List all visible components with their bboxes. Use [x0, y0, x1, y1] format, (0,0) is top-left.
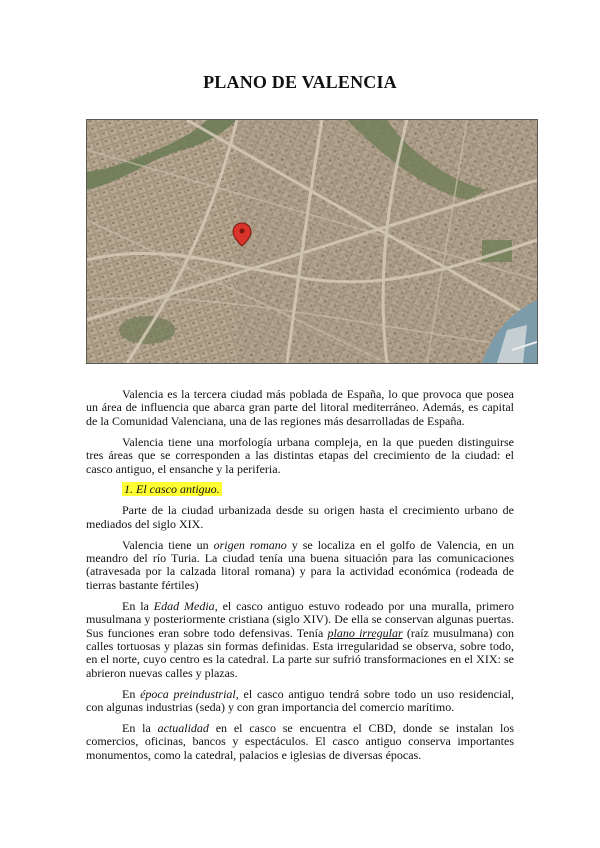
paragraph-actualidad: En la actualidad en el casco se encuentra el CBD, donde se instalan los comercios, oficinas, bancos y espectáculos. El casco antiguo conserva importantes monumentos, como la catedral, palacios e iglesias de diversas épocas. [86, 721, 514, 762]
paragraph-preindustrial: En época preindustrial, el casco antiguo tendrá sobre todo un uso residencial, con algunas industrias (seda) y con gran importancia del comercio marítimo. [86, 686, 514, 715]
body-text [86, 388, 514, 770]
page-title: PLANO DE VALENCIA [203, 72, 397, 92]
section-heading-text: 1. El casco antiguo. [124, 482, 220, 497]
paragraph-origen: Valencia tiene un origen romano y se localiza en el golfo de Valencia, en un meandro del río Turia. La ciudad tenía una buena situación para las comunicaciones (atravesada por la calzada litoral romana) y para la actividad económica (rodeada de tierras bastante fértiles) [86, 537, 514, 592]
satellite-map [86, 119, 538, 364]
section-heading [86, 483, 514, 496]
paragraph-morphology: Valencia tiene una morfología urbana compleja, en la que pueden distinguirse tres áreas que se corresponden a las distintas etapas del crecimiento de la ciudad: el casco antiguo, el ensanche y la periferia. [86, 434, 514, 476]
paragraph-casco-def: Parte de la ciudad urbanizada desde su origen hasta el crecimiento urbano de mediados del siglo XIX. [86, 503, 514, 531]
paragraph-edad-media: En la Edad Media, el casco antiguo estuvo rodeado por una muralla, primero musulmana y posteriormente cristiana (siglo XIV). De ella se conservan algunas puertas. Sus funciones eran sobre todo defensivas. Tenía plano irregular (raíz musulmana) con calles tortuosas y plazas sin formas definidas. Esta irregularidad se observa, sobre todo, en el norte, cuyo centro es la catedral. La parte sur sufrió transformaciones en el XIX: se abrieron nuevas calles y plazas. [86, 598, 514, 680]
paragraph-intro: Valencia es la tercera ciudad más poblada de España, lo que provoca que posea un área de influencia que abarca gran parte del litoral mediterráneo. Además, es capital de la Comunidad Valenciana, una de las regiones más desarrolladas de España. [86, 387, 514, 428]
